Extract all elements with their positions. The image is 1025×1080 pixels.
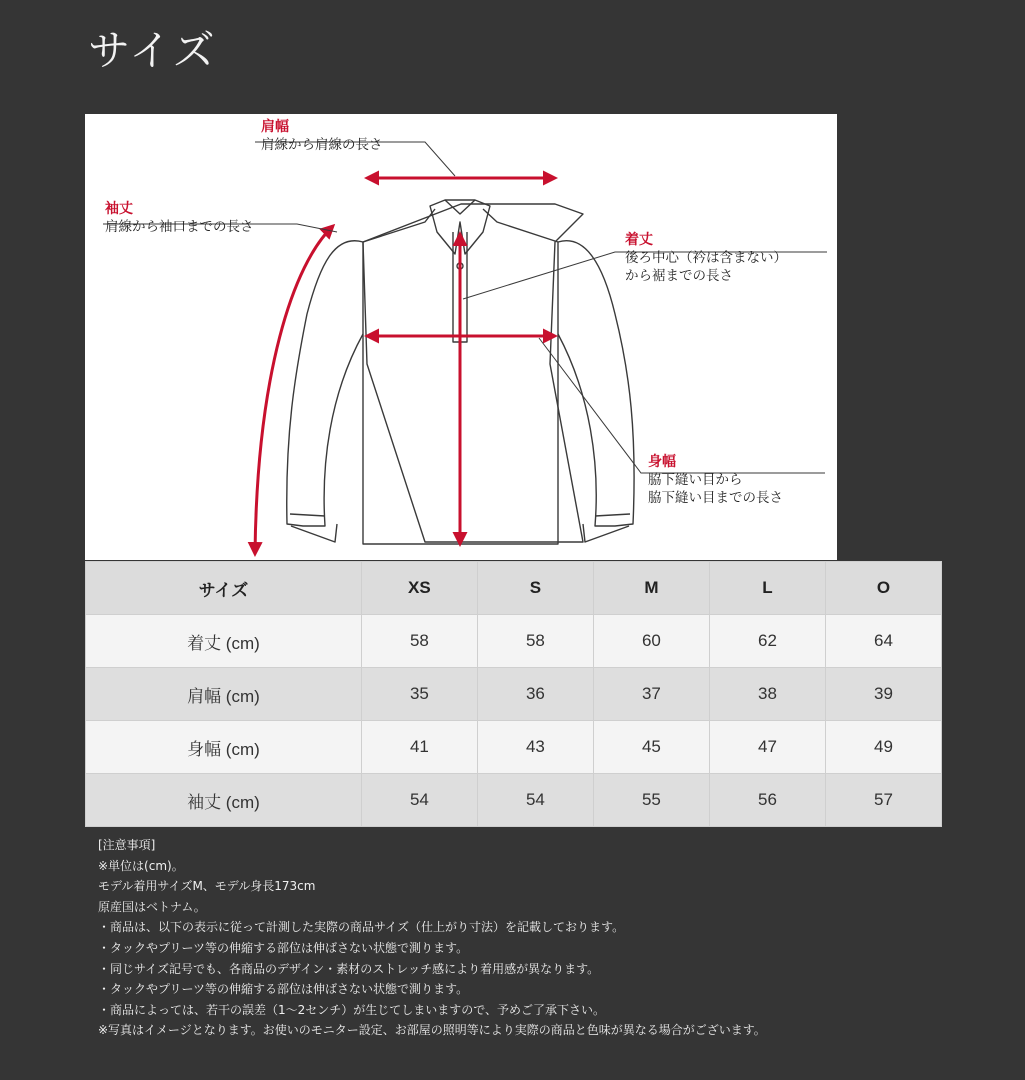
table-header: O <box>825 562 941 615</box>
table-cell: 47 <box>709 721 825 774</box>
width-title: 身幅 <box>648 454 676 470</box>
table-cell: 56 <box>709 774 825 827</box>
table-cell: 60 <box>593 615 709 668</box>
table-cell: 62 <box>709 615 825 668</box>
table-cell: 35 <box>361 668 477 721</box>
table-cell: 64 <box>825 615 941 668</box>
table-cell: 39 <box>825 668 941 721</box>
table-row <box>86 774 942 827</box>
width-desc-line2: 脇下縫い目までの長さ <box>648 490 783 506</box>
table-cell: 37 <box>593 668 709 721</box>
page-title: サイズ <box>88 26 217 75</box>
notes-origin: 原産国はベトナム。 <box>98 899 206 914</box>
shoulder-title: 肩幅 <box>261 119 289 135</box>
length-callout <box>625 231 787 285</box>
shoulder-callout <box>261 118 383 154</box>
sleeve-desc: 肩線から袖口までの長さ <box>105 219 254 235</box>
table-cell: 36 <box>477 668 593 721</box>
table-cell: 41 <box>361 721 477 774</box>
table-row <box>86 615 942 668</box>
row-label: 肩幅 (cm) <box>86 668 362 721</box>
right-sleeve-outline <box>558 241 634 526</box>
notes-bullet: ・商品によっては、若干の誤差（1〜2センチ）が生じてしまいますので、予めご了承下さい。 <box>98 1002 606 1017</box>
length-desc-line2: から裾までの長さ <box>625 268 733 284</box>
width-desc-line1: 脇下縫い目から <box>648 472 743 488</box>
notes-bullet: ・タックやプリーツ等の伸縮する部位は伸ばさない状態で測ります。 <box>98 940 469 955</box>
sleeve-callout <box>105 200 254 236</box>
shirt-body-outline <box>363 204 583 542</box>
notes-section <box>98 835 918 1041</box>
shoulder-desc: 肩線から肩線の長さ <box>261 137 383 153</box>
table-header: L <box>709 562 825 615</box>
table-cell: 54 <box>477 774 593 827</box>
table-header: S <box>477 562 593 615</box>
table-header: XS <box>361 562 477 615</box>
size-diagram <box>85 114 837 560</box>
table-cell: 57 <box>825 774 941 827</box>
table-header-row <box>86 562 942 615</box>
table-header: M <box>593 562 709 615</box>
width-callout <box>648 453 783 507</box>
notes-unit: ※単位は(cm)。 <box>98 858 184 873</box>
table-cell: 49 <box>825 721 941 774</box>
row-label: 着丈 (cm) <box>86 615 362 668</box>
length-desc-line1: 後ろ中心（衿は含まない） <box>625 250 787 266</box>
table-header: サイズ <box>86 562 362 615</box>
table-cell: 54 <box>361 774 477 827</box>
notes-bullet: ・商品は、以下の表示に従って計測した実際の商品サイズ（仕上がり寸法）を記載しております。 <box>98 920 625 935</box>
table-cell: 38 <box>709 668 825 721</box>
size-table <box>85 561 942 827</box>
table-cell: 58 <box>361 615 477 668</box>
table-row <box>86 721 942 774</box>
table-cell: 58 <box>477 615 593 668</box>
notes-model: モデル着用サイズM、モデル身長173cm <box>98 879 316 894</box>
notes-heading: [注意事項] <box>98 838 156 852</box>
notes-bullet: ・タックやプリーツ等の伸縮する部位は伸ばさない状態で測ります。 <box>98 982 469 997</box>
table-cell: 55 <box>593 774 709 827</box>
notes-bullet: ・同じサイズ記号でも、各商品のデザイン・素材のストレッチ感により着用感が異なります。 <box>98 961 600 976</box>
table-cell: 43 <box>477 721 593 774</box>
row-label: 身幅 (cm) <box>86 721 362 774</box>
sleeve-title: 袖丈 <box>105 201 133 217</box>
row-label: 袖丈 (cm) <box>86 774 362 827</box>
notes-photo: ※写真はイメージとなります。お使いのモニター設定、お部屋の照明等により実際の商品と色味が異なる場合がございます。 <box>98 1023 766 1038</box>
table-cell: 45 <box>593 721 709 774</box>
length-title: 着丈 <box>625 232 653 248</box>
table-row <box>86 668 942 721</box>
